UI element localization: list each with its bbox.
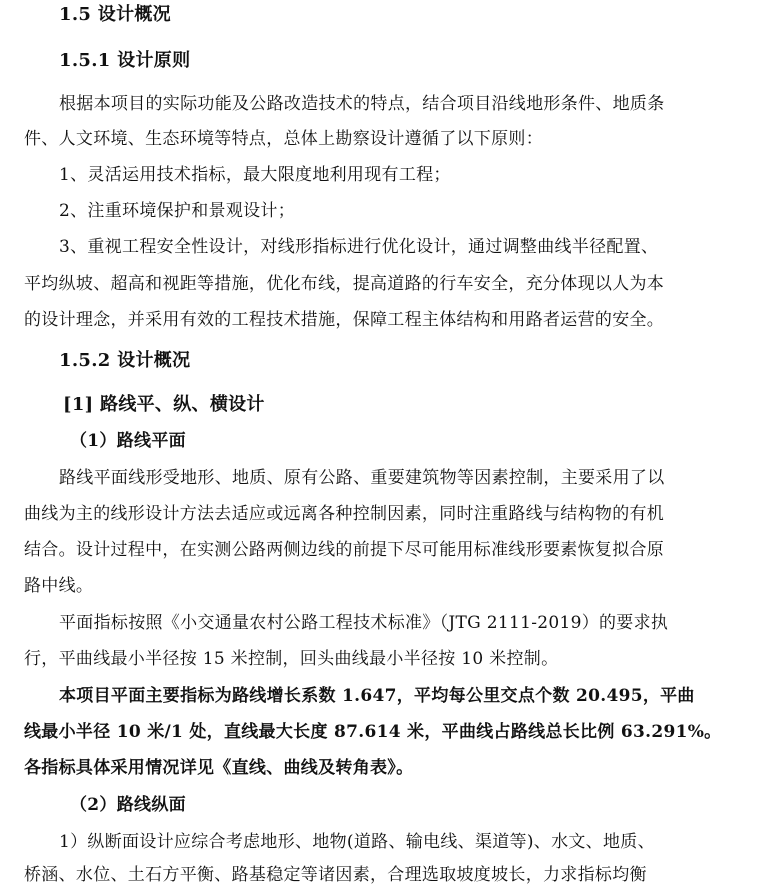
- paragraph-line: 曲线为主的线形设计方法去适应或远离各种控制因素，同时注重路线与结构物的有机: [24, 504, 665, 524]
- paragraph-line: 件、人文环境、生态环境等特点，总体上勘察设计遵循了以下原则：: [24, 129, 543, 149]
- heading-1-5-1: 1.5.1 设计原则: [59, 50, 191, 71]
- paragraph-line-bold: 本项目平面主要指标为路线增长系数 1.647，平均每公里交点个数 20.495，平曲: [59, 686, 695, 706]
- heading-section-1: [1] 路线平、纵、横设计: [63, 394, 265, 415]
- heading-1-5-2: 1.5.2 设计概况: [59, 350, 191, 371]
- paragraph-line: 桥涵、水位、土石方平衡、路基稳定等诸因素，合理选取坡度坡长，力求指标均衡: [24, 865, 647, 885]
- list-item: 1、灵活运用技术指标，最大限度地利用现有工程；: [59, 165, 451, 185]
- heading-subsection-2: （2）路线纵面: [70, 795, 186, 815]
- list-item: 3、重视工程安全性设计，对线形指标进行优化设计，通过调整曲线半径配置、: [59, 237, 659, 257]
- paragraph-line: 路线平面线形受地形、地质、原有公路、重要建筑物等因素控制，主要采用了以: [59, 468, 665, 488]
- paragraph-line-bold: 各指标具体采用情况详见《直线、曲线及转角表》。: [24, 758, 414, 778]
- paragraph-line-bold: 线最小半径 10 米/1 处，直线最大长度 87.614 米，平曲线占路线总长比例 63.291%。: [24, 722, 722, 742]
- paragraph-line: 1）纵断面设计应综合考虑地形、地物(道路、输电线、渠道等)、水文、地质、: [59, 832, 655, 852]
- paragraph-line: 平均纵坡、超高和视距等措施，优化布线，提高道路的行车安全，充分体现以人为本: [24, 274, 665, 294]
- list-item: 2、注重环境保护和景观设计；: [59, 201, 296, 221]
- paragraph-line: 根据本项目的实际功能及公路改造技术的特点，结合项目沿线地形条件、地质条: [59, 94, 665, 114]
- paragraph-line: 行，平曲线最小半径按 15 米控制，回头曲线最小半径按 10 米控制。: [24, 649, 559, 669]
- paragraph-line: 结合。设计过程中，在实测公路两侧边线的前提下尽可能用标准线形要素恢复拟合原: [24, 540, 665, 560]
- heading-1-5: 1.5 设计概况: [59, 4, 171, 25]
- paragraph-line: 路中线。: [24, 576, 94, 596]
- paragraph-line: 平面指标按照《小交通量农村公路工程技术标准》（JTG 2111-2019）的要求执: [59, 613, 669, 633]
- heading-subsection-1: （1）路线平面: [70, 431, 186, 451]
- paragraph-line: 的设计理念，并采用有效的工程技术措施，保障工程主体结构和用路者运营的安全。: [24, 310, 665, 330]
